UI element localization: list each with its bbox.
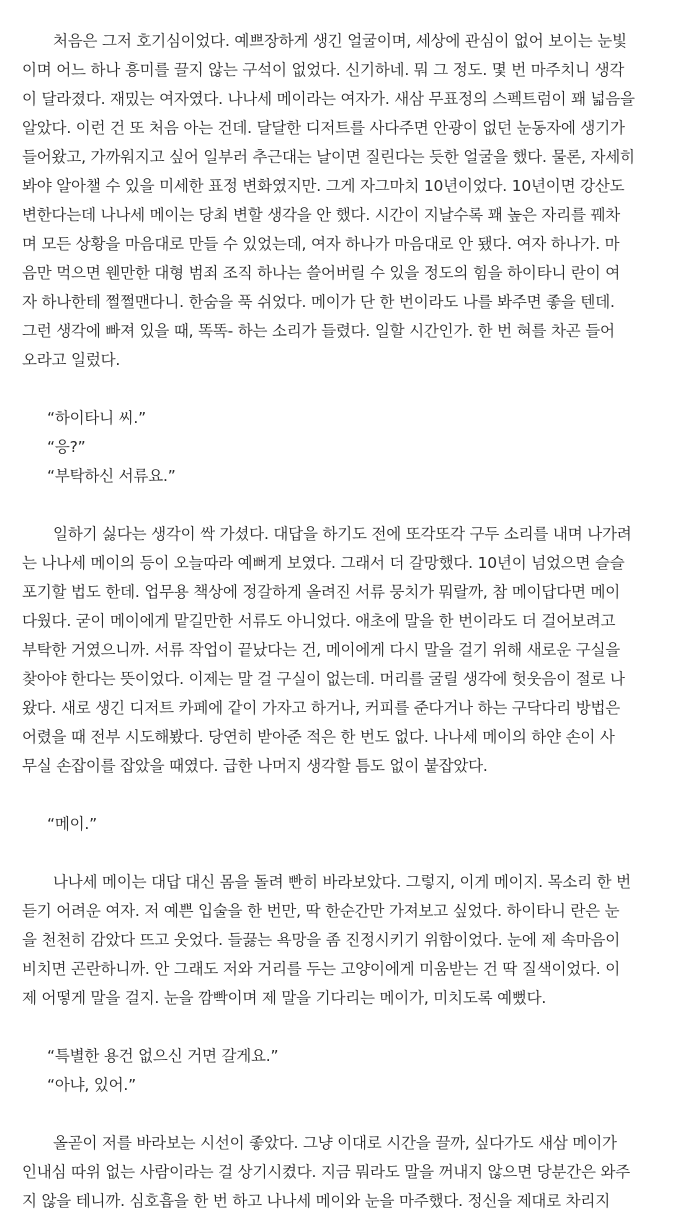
- dialog-line: “응?”: [47, 438, 86, 456]
- paragraph-spacer: [22, 839, 668, 868]
- dialog-line: “특별한 용건 없으신 거면 갈게요.”: [47, 1047, 279, 1065]
- text-line: 봐야 알아챌 수 있을 미세한 표정 변화였지만. 그게 자그마치 10년이었다. 10년이면 강산도: [22, 177, 625, 195]
- text-line: 제 어떻게 말을 걸지. 눈을 깜빡이며 제 말을 기다리는 메이가, 미치도록 예뻤다.: [22, 989, 547, 1007]
- text-line: 올곧이 저를 바라보는 시선이 좋았다. 그냥 이대로 시간을 끌까, 싶다가도 새삼 메이가: [53, 1134, 617, 1152]
- text-line: 이며 어느 하나 흥미를 끌지 않는 구석이 없었다. 신기하네. 뭐 그 정도. 몇 번 마주치니 생각: [22, 61, 625, 79]
- dialog-line: “부탁하신 서류요.”: [47, 467, 176, 485]
- dialog-block-2: [22, 810, 668, 839]
- text-line: 왔다. 새로 생긴 디저트 카페에 같이 가자고 하거나, 커피를 준다거나 하는 구닥다리 방법은: [22, 699, 621, 717]
- text-line: 무실 손잡이를 잡았을 때였다. 급한 나머지 생각할 틈도 없이 붙잡았다.: [22, 757, 488, 775]
- dialog-block-1: [22, 404, 668, 491]
- dialog-line: “하이타니 씨.”: [47, 409, 146, 427]
- paragraph-spacer: [22, 375, 668, 404]
- text-line: 인내심 따위 없는 사람이라는 걸 상기시켰다. 지금 뭐라도 말을 꺼내지 않으면 당분간은 와주: [22, 1163, 631, 1181]
- dialog-line: “아냐, 있어.”: [47, 1076, 136, 1094]
- text-line: 부탁한 거였으니까. 서류 작업이 끝났다는 건, 메이에게 다시 말을 걸기 위해 새로운 구실을: [22, 641, 621, 659]
- text-line: 는 나나세 메이의 등이 오늘따라 예뻐게 보였다. 그래서 더 갈망했다. 10년이 넘었으면 슬슬: [22, 554, 625, 572]
- text-line: 이 달라졌다. 재밌는 여자였다. 나나세 메이라는 여자가. 새삼 무표정의 스펙트럼이 꽤 넓음을: [22, 90, 635, 108]
- paragraph-2: [22, 520, 668, 781]
- text-line: 듣기 어려운 여자. 저 예쁜 입술을 한 번만, 딱 한순간만 가져보고 싶었다. 하이타니 란은 눈: [22, 902, 620, 920]
- text-line: 지 않을 테니까. 심호흡을 한 번 하고 나나세 메이와 눈을 마주했다. 정신을 제대로 차리지: [22, 1192, 610, 1210]
- text-line: 포기할 법도 한데. 업무용 책상에 정갈하게 올려진 서류 뭉치가 뭐랄까, 참 메이답다면 메이: [22, 583, 621, 601]
- paragraph-spacer: [22, 1100, 668, 1129]
- text-line: 음만 먹으면 웬만한 대형 범죄 조직 하나는 쓸어버릴 수 있을 정도의 힘을 하이타니 란이 여: [22, 264, 621, 282]
- text-line: 처음은 그저 호기심이었다. 예쁘장하게 생긴 얼굴이며, 세상에 관심이 없어 보이는 눈빛: [53, 32, 627, 50]
- text-line: 변한다는데 나나세 메이는 당최 변할 생각을 안 했다. 시간이 지날수록 꽤 높은 자리를 꿰차: [22, 206, 621, 224]
- text-line: 일하기 싫다는 생각이 싹 가셨다. 대답을 하기도 전에 또각또각 구두 소리를 내며 나가려: [53, 525, 632, 543]
- text-line: 며 모든 상황을 마음대로 만들 수 있었는데, 여자 하나가 마음대로 안 됐다. 여자 하나가. 마: [22, 235, 620, 253]
- text-line: 그런 생각에 빠져 있을 때, 똑똑- 하는 소리가 들렸다. 일할 시간인가. 한 번 혀를 차곤 들어: [22, 322, 615, 340]
- text-line: 찾아야 한다는 뜻이었다. 이제는 말 걸 구실이 없는데. 머리를 굴릴 생각에 헛웃음이 절로 나: [22, 670, 625, 688]
- paragraph-1: [22, 27, 668, 375]
- text-line: 다웠다. 굳이 메이에게 맡길만한 서류도 아니었다. 애초에 말을 한 번이라도 더 걸어보려고: [22, 612, 616, 630]
- text-line: 을 천천히 감았다 뜨고 웃었다. 들끓는 욕망을 좀 진정시키기 위함이었다. 눈에 제 속마음이: [22, 931, 621, 949]
- paragraph-spacer: [22, 1013, 668, 1042]
- text-line: 나나세 메이는 대답 대신 몸을 돌려 빤히 바라보았다. 그렇지, 이게 메이지. 목소리 한 번: [53, 873, 631, 891]
- dialog-line: “메이.”: [47, 815, 97, 833]
- paragraph-3: [22, 868, 668, 1013]
- text-line: 어렸을 때 전부 시도해봤다. 당연히 받아준 적은 한 번도 없다. 나나세 메이의 하얀 손이 사: [22, 728, 615, 746]
- text-line: 비치면 곤란하니까. 안 그래도 저와 거리를 두는 고양이에게 미움받는 건 딱 질색이었다. 이: [22, 960, 621, 978]
- dialog-block-3: [22, 1042, 668, 1100]
- text-line: 자 하나한테 쩔쩔맨다니. 한숨을 푹 쉬었다. 메이가 단 한 번이라도 나를 봐주면 좋을 텐데.: [22, 293, 615, 311]
- text-line: 알았다. 이런 건 또 처음 아는 건데. 달달한 디저트를 사다주면 안광이 없던 눈동자에 생기가: [22, 119, 625, 137]
- paragraph-4: [22, 1129, 668, 1216]
- paragraph-spacer: [22, 781, 668, 810]
- text-line: 오라고 일렀다.: [22, 351, 121, 369]
- text-line: 들어왔고, 가까워지고 싶어 일부러 추근대는 날이면 질린다는 듯한 얼굴을 했다. 물론, 자세히: [22, 148, 635, 166]
- paragraph-spacer: [22, 491, 668, 520]
